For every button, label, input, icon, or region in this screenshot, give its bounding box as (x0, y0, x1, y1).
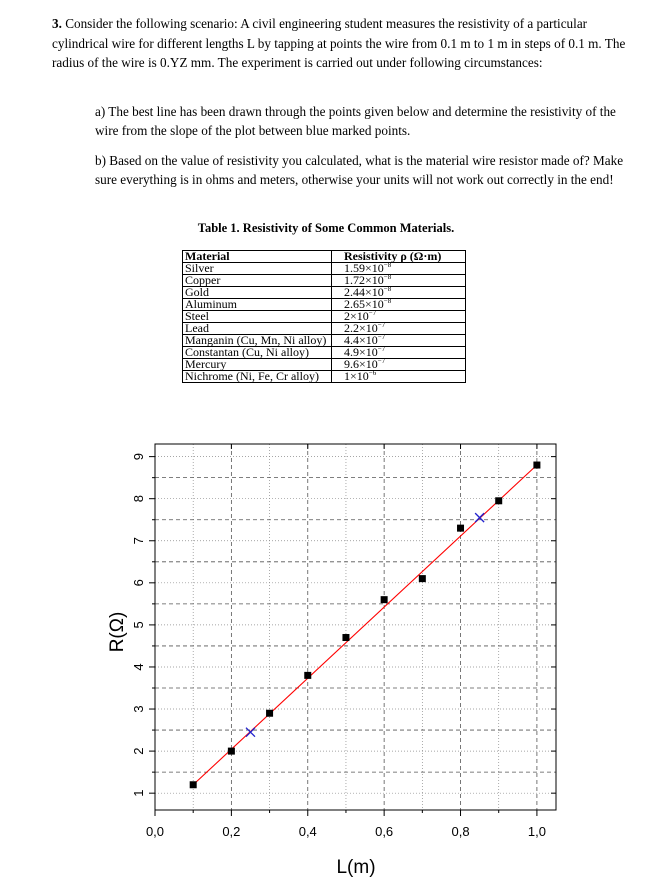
y-tick-label: 5 (131, 621, 146, 629)
resistivity-exponent: −7 (377, 321, 386, 329)
data-point (190, 781, 197, 788)
y-axis-label: R(Ω) (107, 611, 128, 653)
material-cell: Manganin (Cu, Mn, Ni alloy) (183, 335, 332, 347)
resistivity-mantissa: 2.44×10 (344, 285, 384, 299)
data-point (304, 672, 311, 679)
resistivity-mantissa: 2.65×10 (344, 297, 384, 311)
resistivity-mantissa: 2.2×10 (344, 321, 378, 335)
x-tick-label: 0,6 (375, 824, 394, 839)
resistivity-exponent: −8 (383, 273, 392, 281)
resistivity-exponent: −6 (368, 369, 377, 377)
material-cell: Gold (183, 287, 332, 299)
part-a-text: a) The best line has been drawn through the points given below and determine the resistivity of the wire from the slope of the plot between blue marked points. (95, 104, 616, 138)
data-point (495, 497, 502, 504)
data-point (342, 634, 349, 641)
resistivity-exponent: −7 (368, 309, 377, 317)
material-cell: Copper (183, 275, 332, 287)
resistivity-exponent: −8 (383, 297, 392, 305)
y-tick-label: 2 (131, 747, 146, 755)
y-tick-label: 7 (131, 537, 146, 545)
x-axis-label: L(m) (336, 857, 376, 878)
resistivity-mantissa: 1.72×10 (344, 273, 384, 287)
data-point (228, 748, 235, 755)
x-tick-label: 0,8 (451, 824, 470, 839)
y-tick-label: 3 (131, 705, 146, 713)
chart-axes (131, 444, 556, 839)
x-tick-label: 0,4 (298, 824, 317, 839)
resistivity-exponent: −7 (377, 345, 386, 353)
y-tick-label: 8 (131, 495, 146, 503)
resistivity-mantissa: 4.4×10 (344, 333, 378, 347)
material-cell: Silver (183, 263, 332, 275)
resistivity-mantissa: 2×10 (344, 309, 369, 323)
part-b-text: b) Based on the value of resistivity you calculated, what is the material wire resistor made of? Make sure everything is in ohms and meters, otherwise your units will not work out correctly in the end! (95, 153, 624, 187)
data-point (266, 710, 273, 717)
question-number: 3. (52, 16, 62, 31)
resistivity-exponent: −8 (383, 285, 392, 293)
x-tick-label: 0,2 (222, 824, 241, 839)
resistivity-exponent: −8 (383, 261, 392, 269)
resistivity-mantissa: 1.59×10 (344, 261, 384, 275)
resistivity-exponent: −7 (377, 333, 386, 341)
table-caption: Table 1. Resistivity of Some Common Materials. (197, 221, 455, 235)
material-cell: Mercury (183, 359, 332, 371)
y-tick-label: 4 (131, 663, 146, 671)
resistivity-mantissa: 4.9×10 (344, 345, 378, 359)
y-tick-label: 1 (131, 789, 146, 797)
data-point (381, 596, 388, 603)
resistivity-mantissa: 1×10 (344, 369, 369, 383)
y-tick-label: 6 (131, 579, 146, 587)
data-point (457, 525, 464, 532)
x-tick-label: 1,0 (527, 824, 546, 839)
material-cell: Aluminum (183, 299, 332, 311)
data-point (533, 462, 540, 469)
material-cell: Lead (183, 323, 332, 335)
material-cell: Constantan (Cu, Ni alloy) (183, 347, 332, 359)
highlighted-point (475, 513, 484, 522)
data-point (419, 575, 426, 582)
header-material: Material (183, 251, 332, 263)
x-tick-label: 0,0 (145, 824, 165, 839)
material-cell: Steel (183, 311, 332, 323)
material-cell: Nichrome (Ni, Fe, Cr alloy) (183, 371, 332, 383)
y-tick-label: 9 (131, 453, 146, 461)
header-resistivity: Resistivity ρ (Ω·m) (332, 251, 466, 263)
resistivity-mantissa: 9.6×10 (344, 357, 378, 371)
resistivity-exponent: −7 (377, 357, 386, 365)
highlighted-point (246, 728, 255, 737)
question-text: Consider the following scenario: A civil engineering student measures the resistivity of a particular cylindrical wire for different lengths L by tapping at points the wire from 0.1 m to 1 m in steps of 0.1 m. The radius of the wire is 0.YZ mm. The experiment is carried out under following circumstances: (52, 16, 626, 70)
